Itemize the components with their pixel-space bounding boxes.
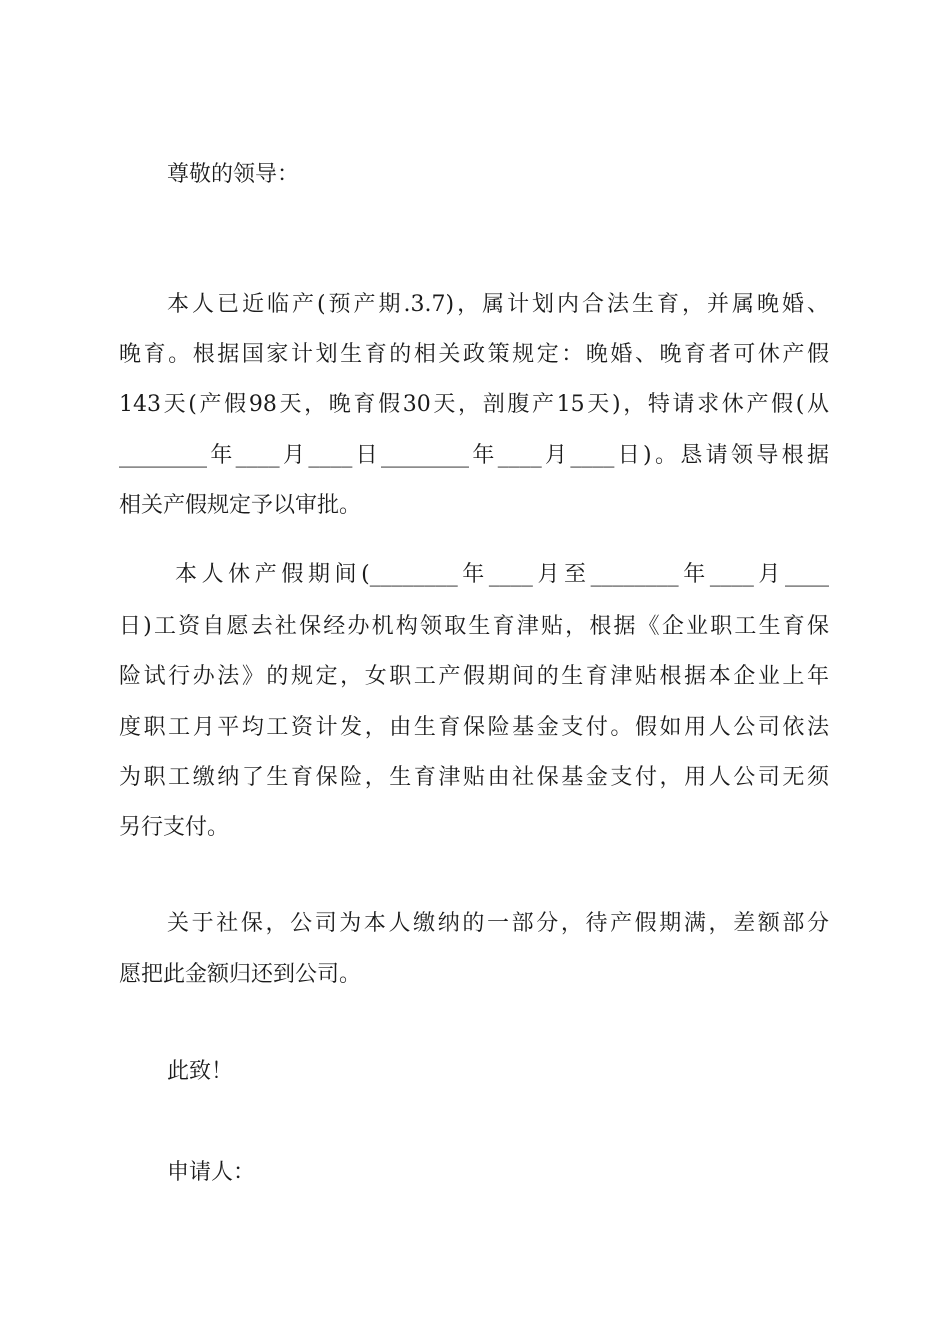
paragraph-1-line: 143天(产假98天，晚育假30天，剖腹产15天)，特请求休产假(从 xyxy=(119,392,829,417)
paragraph-2-line: 本人休产假期间(________年____月至________年____月____ xyxy=(175,562,829,587)
paragraph-2-line: 为职工缴纳了生育保险，生育津贴由社保基金支付，用人公司无须 xyxy=(119,765,829,790)
paragraph-2-line: 另行支付。 xyxy=(119,815,230,840)
paragraph-1-line: 相关产假规定予以审批。 xyxy=(119,493,362,518)
paragraph-3-line: 关于社保，公司为本人缴纳的一部分，待产假期满，差额部分 xyxy=(167,911,829,936)
salutation: 尊敬的领导： xyxy=(167,162,300,187)
applicant-label: 申请人： xyxy=(167,1160,256,1185)
paragraph-1-line: 晚育。根据国家计划生育的相关政策规定：晚婚、晚育者可休产假 xyxy=(119,342,829,367)
paragraph-2-line: 险试行办法》的规定，女职工产假期间的生育津贴根据本企业上年 xyxy=(119,664,829,689)
paragraph-2-line: 度职工月平均工资计发，由生育保险基金支付。假如用人公司依法 xyxy=(119,715,829,740)
paragraph-3-line: 愿把此金额归还到公司。 xyxy=(119,962,362,987)
closing: 此致！ xyxy=(167,1059,234,1084)
paragraph-1-line: 本人已近临产(预产期.3.7)，属计划内合法生育，并属晚婚、 xyxy=(167,292,829,317)
paragraph-1-line: ________年____月____日________年____月____日)。恳请领导根据 xyxy=(119,443,829,468)
paragraph-2-line: 日)工资自愿去社保经办机构领取生育津贴，根据《企业职工生育保 xyxy=(119,614,829,639)
